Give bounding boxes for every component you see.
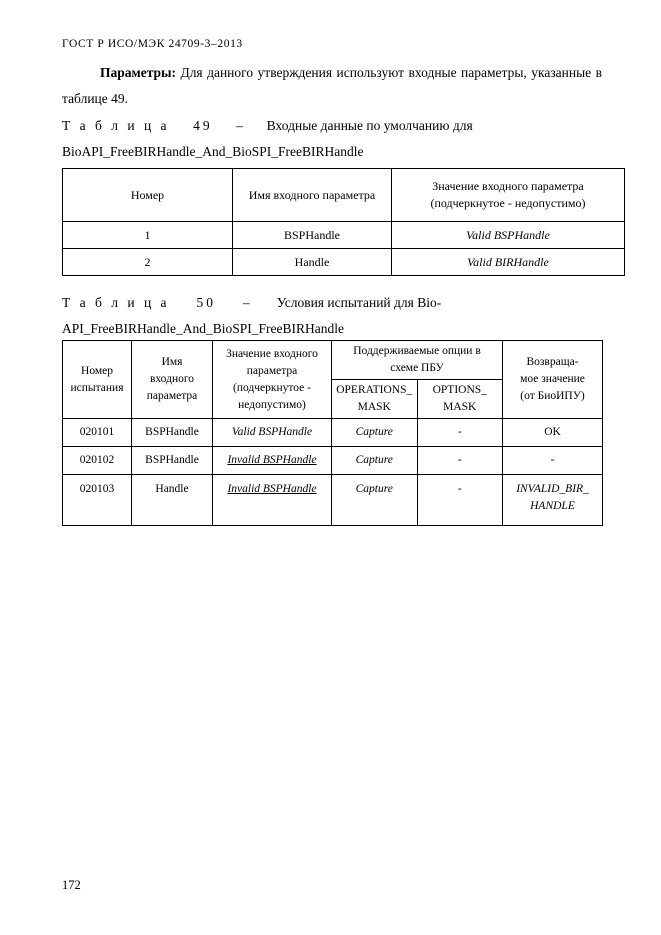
table49-row1-num: 2 (63, 249, 233, 276)
table50-header-param-value (213, 341, 332, 419)
page-header: ГОСТ Р ИСО/МЭК 24709-3–2013 (62, 38, 243, 50)
parameters-label: Параметры: (100, 65, 177, 80)
table50-row2-result-line1: INVALID_BIR_ (516, 483, 589, 495)
table49-row1-value: Valid BIRHandle (392, 249, 625, 276)
table50-header-test-number (63, 341, 132, 419)
table50-header-supported-options (332, 341, 503, 380)
table50-row2-num: 020103 (63, 475, 132, 526)
table50-caption-text: Условия испытаний для Bio- (276, 295, 442, 310)
table49-caption (62, 113, 602, 165)
table-50 (62, 340, 603, 526)
table50-row0-param: BSPHandle (132, 419, 213, 447)
table49-header-value (392, 169, 625, 222)
table49-row0-value: Valid BSPHandle (392, 222, 625, 249)
table49-row1-param: Handle (233, 249, 392, 276)
table50-header-param-name (132, 341, 213, 419)
table50-header-operations-mask (332, 380, 418, 419)
table50-row1-param: BSPHandle (132, 447, 213, 475)
table49-caption-line2: BioAPI_FreeBIRHandle_And_BioSPI_FreeBIRHandle (62, 144, 364, 159)
table50-row2-result (503, 475, 603, 526)
table49-header-param: Имя входного параметра (233, 169, 392, 222)
table49-row0-num: 1 (63, 222, 233, 249)
table50-header-param-value-line1: Значение входного (226, 347, 318, 360)
table49-header-row (63, 169, 625, 222)
table50-row0-options-mask: - (417, 419, 503, 447)
table50-header-param-value-line2: параметра (246, 364, 298, 377)
table50-header-test-number-line2: испытания (70, 381, 124, 394)
table50-row2-param: Handle (132, 475, 213, 526)
table50-header-return-value-line2: мое значение (520, 373, 585, 385)
table-row (63, 419, 603, 447)
table-row (63, 249, 625, 276)
table50-row2-options-mask: - (417, 475, 503, 526)
table49-caption-number: 49 (193, 118, 213, 133)
table50-row2-operations-mask: Capture (332, 475, 418, 526)
page-number: 172 (62, 878, 81, 892)
table50-row0-operations-mask: Capture (332, 419, 418, 447)
table-row (63, 222, 625, 249)
table50-caption (62, 290, 602, 342)
table50-header-param-value-line3: (подчеркнутое - (233, 381, 311, 394)
table50-row1-options-mask: - (417, 447, 503, 475)
parameters-text: Для данного утверждения используют входные параметры, указанные в таблице 49. (62, 65, 602, 106)
table50-header-options-mask (417, 380, 503, 419)
table50-header-row-1 (63, 341, 603, 380)
table-row (63, 447, 603, 475)
table50-row2-value: Invalid BSPHandle (213, 475, 332, 526)
table50-caption-line2: API_FreeBIRHandle_And_BioSPI_FreeBIRHandle (62, 321, 344, 336)
table50-header-return-value (503, 341, 603, 419)
table-row (63, 475, 603, 526)
table50-row0-num: 020101 (63, 419, 132, 447)
table49-caption-prefix: Т а б л и ц а (62, 118, 170, 133)
table50-header-supported-options-line2: схеме ПБУ (390, 362, 444, 374)
table50-header-supported-options-line1: Поддерживаемые опции в (353, 345, 481, 357)
table50-header-operations-mask-line1: OPERATIONS_ (336, 384, 413, 396)
table50-header-options-mask-line2: MASK (443, 401, 477, 413)
table50-row2-result-line2: HANDLE (530, 500, 575, 512)
table50-header-return-value-line1: Возвраща- (526, 356, 579, 368)
table50-caption-prefix: Т а б л и ц а (62, 295, 170, 310)
table50-header-test-number-line1: Номер (81, 364, 113, 377)
table50-row1-num: 020102 (63, 447, 132, 475)
table49-caption-text: Входные данные по умолчанию для (266, 118, 473, 133)
table50-row0-value: Valid BSPHandle (213, 419, 332, 447)
table50-row1-operations-mask: Capture (332, 447, 418, 475)
table50-header-param-name-line2: входного (149, 373, 195, 385)
table50-header-return-value-line3: (от БиоИПУ) (520, 390, 585, 402)
table50-header-param-name-line3: параметра (146, 390, 198, 402)
table49-caption-dash: – (236, 118, 244, 133)
table49-header-value-line1: Значение входного параметра (432, 179, 584, 193)
table50-header-param-value-line4: недопустимо) (238, 398, 306, 411)
parameters-paragraph (62, 60, 602, 112)
table50-header-operations-mask-line2: MASK (357, 401, 391, 413)
table49-row0-param: BSPHandle (233, 222, 392, 249)
table50-caption-number: 50 (196, 295, 217, 310)
table50-row1-result: - (503, 447, 603, 475)
table50-header-options-mask-line1: OPTIONS_ (432, 384, 487, 396)
table50-header-param-name-line1: Имя (161, 356, 183, 368)
table50-caption-dash: – (243, 295, 250, 310)
table50-row0-result: OK (503, 419, 603, 447)
table-49 (62, 168, 625, 276)
table49-header-value-line2: (подчеркнутое - недопустимо) (430, 196, 586, 210)
table49-header-num: Номер (63, 169, 233, 222)
table50-row1-value: Invalid BSPHandle (213, 447, 332, 475)
